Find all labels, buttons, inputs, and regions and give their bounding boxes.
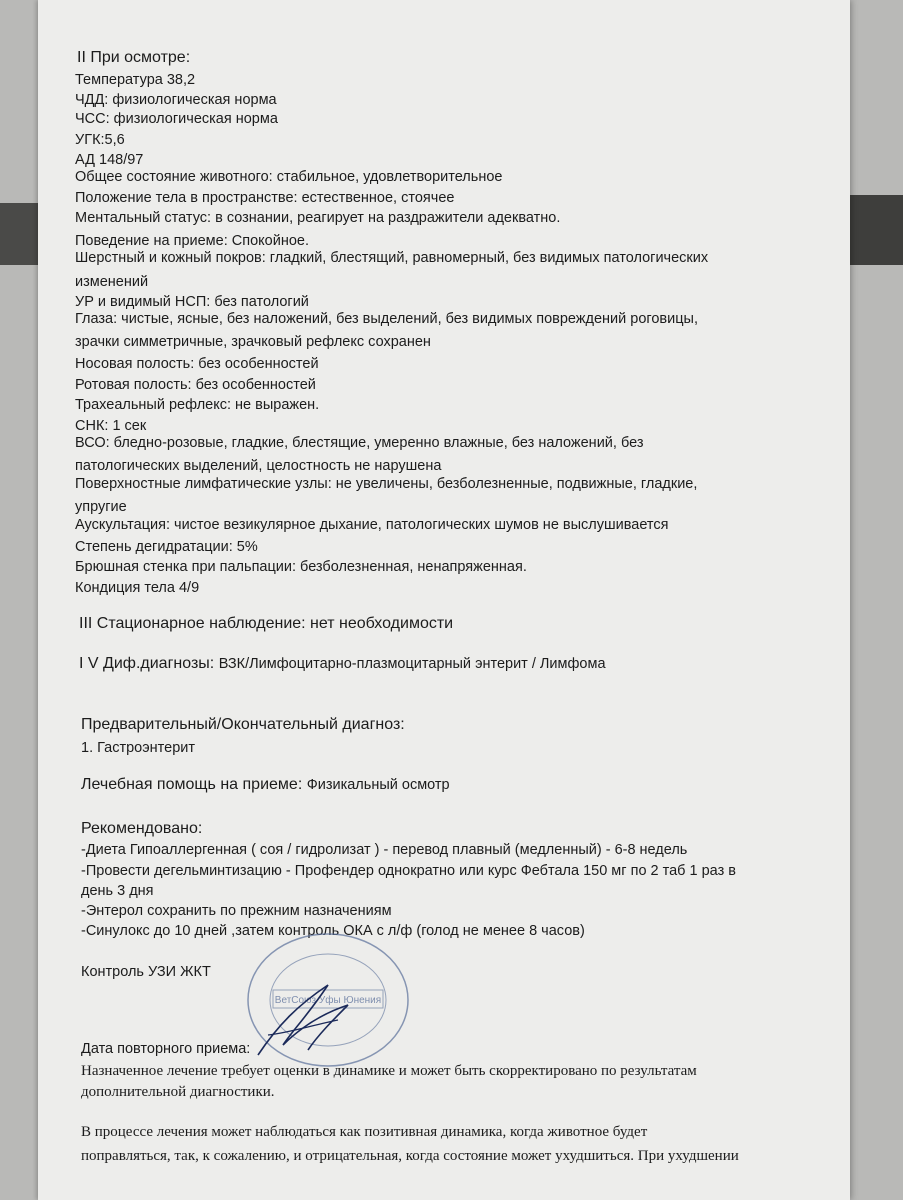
stamp-text: ВетСоюз Уфы Юнения [274,995,382,1006]
exam-line: Кондиция тела 4/9 [75,580,200,596]
exam-line: Брюшная стенка при пальпации: безболезненная, ненапряженная. [75,559,527,575]
recommendation-line: -Энтерол сохранить по прежним назначениям [81,903,392,919]
exam-line: Ментальный статус: в сознании, реагирует на раздражители адекватно. [75,210,561,226]
recommendation-line: день 3 дня [81,883,154,899]
revisit-line: Дата повторного приема: [81,1041,251,1057]
exam-line: АД 148/97 [75,152,144,168]
exam-line: Шерстный и кожный покров: гладкий, блестящий, равномерный, без видимых патологических [75,250,709,266]
disclaimer-line: Назначенное лечение требует оценки в динамике и может быть скорректировано по результатам [81,1063,697,1079]
section-3: III Стационарное наблюдение: нет необходимости [79,615,454,632]
exam-line: Поверхностные лимфатические узлы: не увеличены, безболезненные, подвижные, гладкие, [75,476,698,492]
treatment [81,776,450,794]
disclaimer-line: В процессе лечения может наблюдаться как позитивная динамика, когда животное будет [81,1124,648,1140]
disclaimer-line: поправляться, так, к сожалению, и отрицательная, когда состояние может ухудшиться. При ухудшении [81,1148,739,1164]
treatment-label: Лечебная помощь на приеме: [81,776,307,793]
exam-line: Аускультация: чистое везикулярное дыхание, патологических шумов не выслушивается [75,517,669,533]
recommended-heading: Рекомендовано: [81,820,203,837]
background-left [0,203,40,265]
exam-line: Общее состояние животного: стабильное, удовлетворительное [75,169,503,185]
section-2-heading: II При осмотре: [77,49,191,66]
exam-line: Трахеальный рефлекс: не выражен. [75,397,320,413]
disclaimer-line: дополнительной диагностики. [81,1084,275,1100]
exam-line: Носовая полость: без особенностей [75,356,319,372]
exam-line: СНК: 1 сек [75,418,147,434]
exam-line: Глаза: чистые, ясные, без наложений, без выделений, без видимых повреждений роговицы, [75,311,698,327]
control-line: Контроль УЗИ ЖКТ [81,964,211,980]
document-page [38,0,850,1200]
exam-line: Температура 38,2 [75,72,196,88]
background-right [848,195,903,265]
exam-line: Степень дегидратации: 5% [75,539,258,555]
differential-label: I V Диф.диагнозы: [79,655,219,672]
exam-line: изменений [75,274,149,290]
exam-line: ЧСС: физиологическая норма [75,111,278,127]
section-4 [79,655,606,673]
exam-line: ЧДД: физиологическая норма [75,92,277,108]
exam-line: Поведение на приеме: Спокойное. [75,233,309,249]
recommendation-line: -Синулокс до 10 дней ,затем контроль ОКА с л/ф (голод не менее 8 часов) [81,923,585,939]
treatment-value: Физикальный осмотр [306,777,450,793]
exam-line: ВСО: бледно-розовые, гладкие, блестящие, умеренно влажные, без наложений, без [75,435,644,451]
recommendation-line: -Диета Гипоаллергенная ( соя / гидролизат ) - перевод плавный (медленный) - 6-8 недель [81,842,688,858]
exam-line: Ротовая полость: без особенностей [75,377,316,393]
diagnosis-heading: Предварительный/Окончательный диагноз: [81,716,405,733]
differential-value: ВЗК/Лимфоцитарно-плазмоцитарный энтерит / Лимфома [218,656,606,672]
exam-line: Положение тела в пространстве: естественное, стоячее [75,190,455,206]
recommendation-line: -Провести дегельминтизацию - Профендер однократно или курс Фебтала 150 мг по 2 таб 1 раз в [81,863,736,879]
exam-line: упругие [75,499,127,515]
exam-line: УР и видимый НСП: без патологий [75,294,309,310]
signature [238,975,368,1065]
exam-line: УГК:5,6 [75,132,125,148]
exam-line: зрачки симметричные, зрачковый рефлекс сохранен [75,334,431,350]
exam-line: патологических выделений, целостность не нарушена [75,458,442,474]
diagnosis-item: 1. Гастроэнтерит [81,740,195,756]
